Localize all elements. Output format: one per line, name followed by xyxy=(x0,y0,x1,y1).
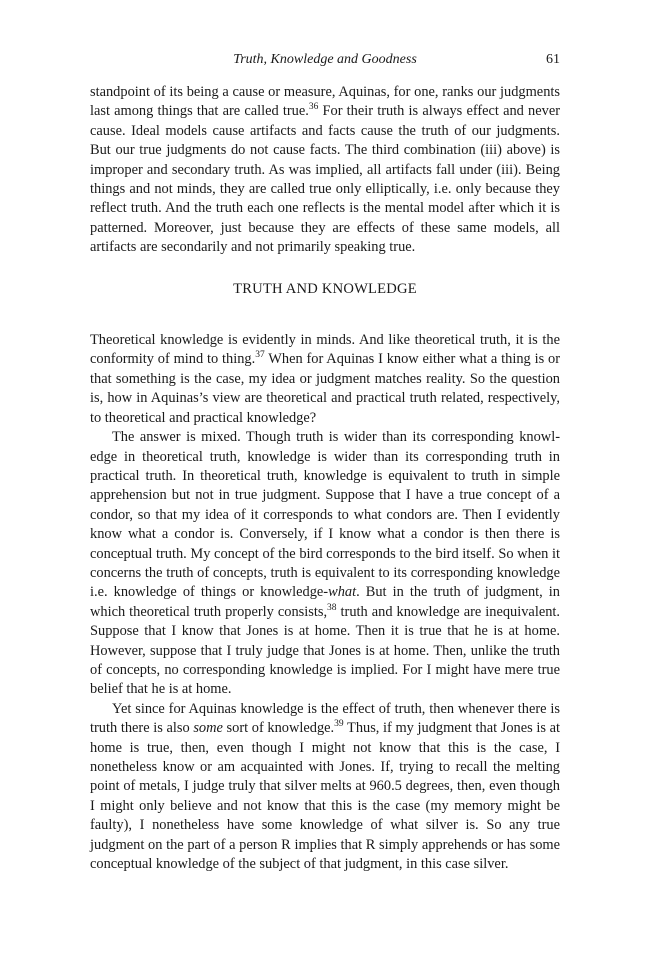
footnote-ref-36: 36 xyxy=(308,102,319,113)
paragraph-2 xyxy=(90,331,560,428)
text-run: Theoretical knowledge is evidently in minds. And like theoretical truth, it is the conformity of mind to thing. xyxy=(90,332,560,368)
text-run: standpoint of its being a cause or measure, Aquinas, for one, ranks our judgments last among things that are called true. xyxy=(90,84,560,120)
text-run: Yet since for Aquinas knowledge is the effect of truth, then whenever there is truth there is also xyxy=(90,700,560,737)
text-body xyxy=(90,83,560,874)
paragraph-3 xyxy=(90,428,560,700)
text-run: . But in the truth of judgment, in which theoretical truth properly consists, xyxy=(90,584,560,620)
paragraph-4 xyxy=(90,700,560,875)
section-heading: TRUTH AND KNOWLEDGE xyxy=(233,280,417,297)
footnote-ref-37: 37 xyxy=(255,350,265,361)
text-run: Thus, if my judgment that Jones is at home is true, then, even though I might not know that this is the case, I nonetheless know or am acquainted with Jones. If, trying to recall the melting point of metals, I judge truly that silver melts at 960.5 degrees, then, even though I might only believe and not know that this is the case (my memory might be faulty), I nonetheless have some knowledge of what silver is. So any true judgment on the part of a person R implies that R simply apprehends or has some conceptual knowledge of the subject of that judgment, in this case silver. xyxy=(90,720,560,873)
paragraph-1 xyxy=(90,83,560,258)
emphasis: what xyxy=(328,584,357,601)
page-number: 61 xyxy=(546,52,560,67)
running-title: Truth, Knowledge and Goodness xyxy=(233,52,417,67)
text-run: sort of knowledge. xyxy=(222,720,335,737)
text-run: truth and knowledge are inequivalent. Suppose that I know that Jones is at home. Then it is true that he is at home. However, suppose that I truly judge that Jones is at home. Then, unlike the truth of concepts, no corresponding knowledge is implied. For I might have mere true belief that he is at home. xyxy=(90,603,560,698)
emphasis: some xyxy=(193,720,223,737)
text-run: For their truth is always effect and never cause. Ideal models cause artifacts and facts cause the truth of our judgments. But our true judgments do not cause facts. The third combination (iii) above) is improper and secondary truth. As was implied, all artifacts fall under (iii). Being things and not minds, they are called true only elliptically, i.e. only because they reflect truth. And the truth each one reflects is the mental model after which it is patterned. Moreover, just because they are effects of these same models, all artifacts are secondarily and not primarily speaking true. xyxy=(90,103,561,256)
text-run: When for Aquinas I know either what a thing is or that something is the case, my idea or judgment matches reality. So the question is, how in Aquinas’s view are theoretical and practical truth related, respectively, to theoretical and practical knowledge? xyxy=(90,351,560,426)
running-header xyxy=(90,52,560,72)
footnote-ref-38: 38 xyxy=(327,602,337,613)
text-run: The answer is mixed. Though truth is wider than its corresponding knowledge in theoretical truth, knowledge is wider than its corresponding truth in practical truth. In theoretical truth, knowledge is equivalent to truth in simple apprehension but not in true judgment. Suppose that I have a true concept of a condor, so that my idea of it corresponds to what condors are. Then I evidently know what a condor is. Conversely, if I know what a condor is then there is conceptual truth. My concept of the bird corresponds to the bird itself. So when it concerns the truth of concepts, truth is equivalent to its corresponding knowledge i.e. knowledge of things or knowledge- xyxy=(90,429,560,601)
footnote-ref-39: 39 xyxy=(334,719,344,730)
